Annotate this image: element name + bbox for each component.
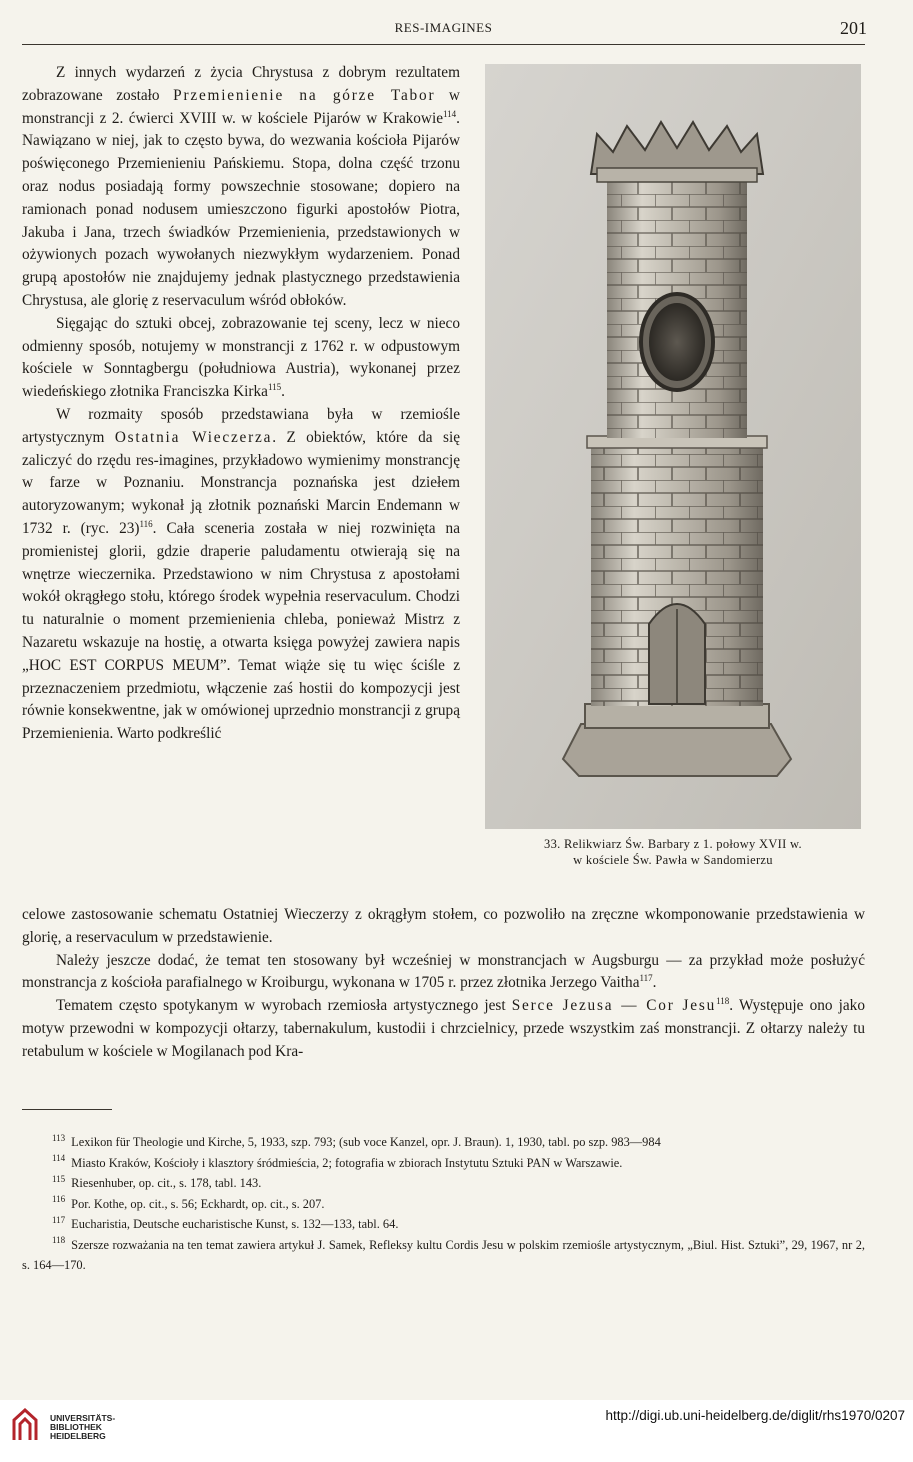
footnote-ref-115[interactable]: 115 — [267, 382, 282, 393]
body-text-column — [22, 62, 460, 746]
paragraph-sonntagberg: Sięgając do sztuki obcej, zobrazowanie tej sceny, lecz w nieco odmienny sposób, notujemy w monstrancji z 1762 r. w odpustowym kościele w Sonntagbergu (południowa Austria), wykonanej przez wiedeńskiego złotnika Franciszka Kirka$^{115}$. — [22, 314, 460, 401]
footnote-113: $^{113}$ Lexikon für Theologie und Kirche, 5, 1933, szp. 793; (sub voce Kanzel, opr. J. Braun). 1, 1930, tabl. po szp. 983—984 — [52, 1132, 661, 1149]
digital-object-url[interactable]: http://digi.ub.uni-heidelberg.de/diglit/rhs1970/0207 — [605, 1408, 905, 1423]
figure-caption — [485, 836, 861, 868]
body-text-full-width — [22, 904, 865, 1064]
ub-heidelberg-logo-icon[interactable] — [10, 1408, 40, 1442]
caption-line-1: 33. Relikwiarz Św. Barbary z 1. połowy XVII w. — [544, 837, 802, 851]
footnote-ref-118[interactable]: 118 — [716, 996, 730, 1007]
footnote-ref-117[interactable]: 117 — [639, 973, 653, 984]
paragraph-sacred-heart: Tematem często spotykanym w wyrobach rzemiosła artystycznego jest Serce Jezusa — Cor Jesu$^{118}$. Występuje ono jako motyw przewodni w kompozycji ołtarzy, tabernakulum, kustodii i chrzcielnicy, przede wszystkim zaś monstrancji. Z ołtarzy należy tu retabulum w kościele w Mogilanach pod Kra- — [22, 996, 865, 1060]
running-head: RES-IMAGINES — [394, 20, 493, 35]
library-footer — [0, 1400, 913, 1462]
caption-line-2: w kościele Św. Pawła w Sandomierzu — [573, 853, 773, 867]
footnote-116: $^{116}$ Por. Kothe, op. cit., s. 56; Eckhardt, op. cit., s. 207. — [52, 1194, 325, 1211]
footnote-ref-116[interactable]: 116 — [139, 518, 153, 529]
page-header — [22, 16, 865, 45]
footnote-117: $^{117}$ Eucharistia, Deutsche eucharistische Kunst, s. 132—133, tabl. 64. — [52, 1214, 399, 1231]
footnote-divider — [22, 1109, 112, 1110]
footnote-ref-114[interactable]: 114 — [443, 108, 457, 119]
reliquary-photograph — [485, 64, 861, 829]
footnote-114: $^{114}$ Miasto Kraków, Kościoły i klasztory śródmieścia, 2; fotografia w zbiorach Instytutu Sztuki PAN w Warszawie. — [52, 1153, 623, 1170]
reliquary-tower-image — [485, 64, 861, 829]
paragraph-last-supper-continued: celowe zastosowanie schematu Ostatniej Wieczerzy z okrągłym stołem, co pozwoliło na zręczne wkomponowanie przedstawienia w glorię, a reservaculum w przedstawienie. — [22, 906, 865, 946]
paragraph-transfiguration: Z innych wydarzeń z życia Chrystusa z dobrym rezultatem zobrazowane zostało Przemienienie na górze Tabor w monstrancji z 2. ćwierci XVIII w. w kościele Pijarów w Krakowie$^{114}$. Nawiązano w niej, jak to często bywa, do wezwania kościoła Pijarów poświęconego Przemienieniu Pańskiemu. Stopa, dolna część trzonu oraz nodus posiadają formy powszechnie stosowane; dopiero na ramionach ponad nodusem umieszczono figurki apostołów Piotra, Jakuba i Jana, trzech świadków Przemienienia, przedstawionych w ożywionych pozach wywołanych niezwykłym wydarzeniem. Ponad grupą apostołów nie znajdujemy jednak plastycznego przedstawienia Chrystusa, ale glorię z reservaculum wśród obłoków. — [22, 64, 460, 309]
footnote-115: $^{115}$ Riesenhuber, op. cit., s. 178, tabl. 143. — [52, 1173, 262, 1190]
footnote-118: $^{118}$ Szersze rozważania na ten temat zawiera artykuł J. Samek, Refleksy kultu Cordis Jesu w polskim rzemiośle artystycznym, „Biul. Hist. Sztuki”, 29, 1967, nr 2, s. 164—170. — [22, 1235, 865, 1272]
paragraph-last-supper: W rozmaity sposób przedstawiana była w rzemiośle artystycznym Ostatnia Wieczerza. Z obiektów, które da się zaliczyć do rzędu res-imagines, przykładowo wymienimy monstrancję w farze w Poznaniu. Monstrancja poznańska jest dziełem autoryzowanym; wykonał ją złotnik poznański Marcin Endemann w 1732 r. (ryc. 23)$^{116}$. Cała sceneria została w niej rozwinięta na promienistej glorii, gdzie draperie paludamentu otwierają się na wnętrze wieczernika. Przedstawiono w nim Chrystusa z apostołami wokół okrągłego stołu, którego środek wypełnia reservaculum. Chodzi tu naturalnie o moment przemienienia chleba, ponieważ Mistrz z Nazaretu wskazuje na hostię, a otwarta księga powyżej zawiera napis „HOC EST CORPUS MEUM”. Temat wiąże się tu więc ściśle z przeznaczeniem przedmiotu, włączenie zaś hostii do kompozycji jest równie konsekwentne, jak w omówionej uprzednio monstrancji z grupą Przemienienia. Warto podkreślić — [22, 405, 460, 743]
footnotes — [22, 1132, 865, 1276]
page-number: 201 — [840, 18, 867, 38]
library-name: UNIVERSITÄTS- BIBLIOTHEK HEIDELBERG — [50, 1413, 116, 1441]
paragraph-augsburg: Należy jeszcze dodać, że temat ten stosowany był wcześniej w monstrancjach w Augsburgu — za przykład może posłużyć monstrancja z kościoła parafialnego w Kroiburgu, wykonana w 1705 r. przez złotnika Jerzego Vaitha$^{117}$. — [22, 951, 865, 992]
